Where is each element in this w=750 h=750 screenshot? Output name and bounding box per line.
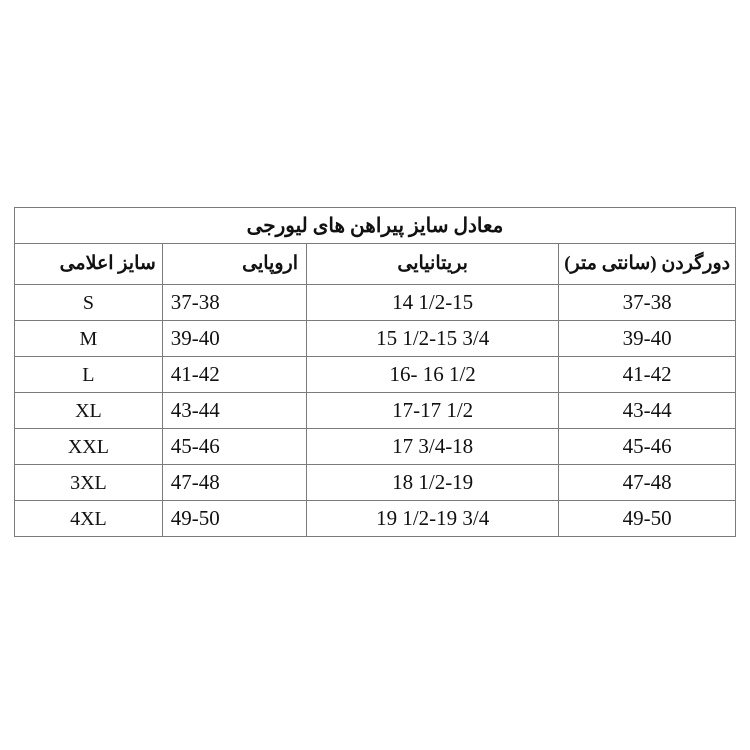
cell-eu: 49-50 (162, 501, 306, 537)
cell-size: XXL (15, 429, 163, 465)
cell-uk: 16- 16 1/2 (306, 357, 558, 393)
cell-uk: 15 1/2-15 3/4 (306, 321, 558, 357)
cell-size: 3XL (15, 465, 163, 501)
header-cell-uk: بریتانیایی (306, 244, 558, 285)
cell-size: 4XL (15, 501, 163, 537)
cell-size: L (15, 357, 163, 393)
size-table-container (14, 207, 736, 537)
cell-eu: 43-44 (162, 393, 306, 429)
cell-size: XL (15, 393, 163, 429)
cell-size: S (15, 285, 163, 321)
cell-uk: 14 1/2-15 (306, 285, 558, 321)
cell-uk: 17-17 1/2 (306, 393, 558, 429)
cell-eu: 39-40 (162, 321, 306, 357)
cell-neck: 43-44 (559, 393, 736, 429)
table-row (15, 501, 736, 537)
header-cell-neck: دورگردن (سانتی متر) (559, 244, 736, 285)
table-header-row (15, 244, 736, 285)
table-title: معادل سایز پیراهن های لیورجی (15, 208, 736, 244)
header-cell-eu: اروپایی (162, 244, 306, 285)
cell-eu: 45-46 (162, 429, 306, 465)
cell-uk: 19 1/2-19 3/4 (306, 501, 558, 537)
table-body (15, 285, 736, 537)
table-row (15, 465, 736, 501)
cell-neck: 41-42 (559, 357, 736, 393)
cell-neck: 47-48 (559, 465, 736, 501)
size-equivalence-table (14, 207, 736, 537)
cell-eu: 41-42 (162, 357, 306, 393)
cell-eu: 47-48 (162, 465, 306, 501)
cell-neck: 37-38 (559, 285, 736, 321)
cell-size: M (15, 321, 163, 357)
cell-uk: 18 1/2-19 (306, 465, 558, 501)
table-row (15, 285, 736, 321)
table-head (15, 208, 736, 285)
table-row (15, 393, 736, 429)
table-row (15, 321, 736, 357)
cell-uk: 17 3/4-18 (306, 429, 558, 465)
cell-neck: 49-50 (559, 501, 736, 537)
cell-neck: 45-46 (559, 429, 736, 465)
cell-eu: 37-38 (162, 285, 306, 321)
table-row (15, 429, 736, 465)
cell-neck: 39-40 (559, 321, 736, 357)
table-title-row (15, 208, 736, 244)
header-cell-size: سایز اعلامی (15, 244, 163, 285)
table-row (15, 357, 736, 393)
